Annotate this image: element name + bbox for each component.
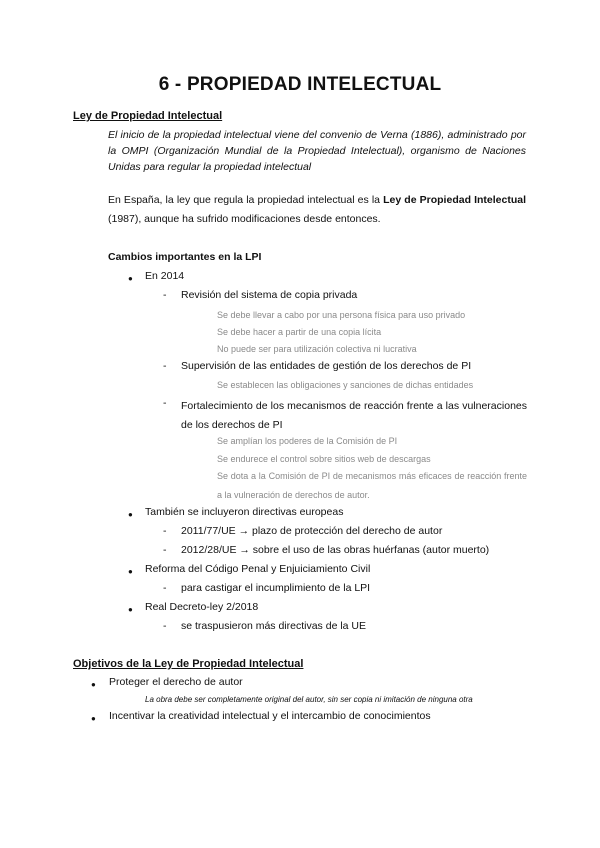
section-heading-objetivos: Objetivos de la Ley de Propiedad Intelectual [73, 658, 304, 670]
list-item-fortalecimiento: Fortalecimiento de los mecanismos de reacción frente a las vulneraciones de los derechos de PI [181, 400, 527, 431]
law-paragraph-suffix: (1987), aunque ha sufrido modificaciones desde entonces. [108, 213, 381, 225]
list-item-decreto: Real Decreto-ley 2/2018 [145, 601, 259, 613]
list-item-2014: En 2014 [145, 270, 185, 282]
note-copia-1: Se debe llevar a cabo por una persona física para uso privado [217, 310, 466, 320]
law-name: Ley de Propiedad Intelectual [383, 194, 527, 206]
list-item-objetivo-2: Incentivar la creatividad intelectual y el intercambio de conocimientos [109, 710, 431, 722]
bullet-icon: ● [128, 605, 133, 614]
list-item-objetivo-1: Proteger el derecho de autor [109, 676, 243, 688]
dash-icon: - [163, 360, 167, 372]
list-item-directiva-2012: 2012/28/UE → sobre el uso de las obras huérfanas (autor muerto) [181, 544, 490, 556]
note-copia-3: No puede ser para utilización colectiva ni lucrativa [217, 344, 417, 354]
dash-icon: - [163, 525, 167, 537]
section-heading-ley: Ley de Propiedad Intelectual [73, 110, 223, 122]
note-objetivo-1: La obra debe ser completamente original del autor, sin ser copia ni imitación de ninguna otra [145, 695, 473, 704]
bullet-icon: ● [128, 510, 133, 519]
dash-icon: - [163, 397, 167, 409]
dash-icon: - [163, 544, 167, 556]
law-paragraph-prefix: En España, la ley que regula la propiedad intelectual es la [108, 194, 384, 206]
bullet-icon: ● [91, 680, 96, 689]
bullet-icon: ● [128, 567, 133, 576]
note-copia-2: Se debe hacer a partir de una copia lícita [217, 327, 382, 337]
list-item-directivas: También se incluyeron directivas europeas [145, 506, 344, 518]
list-item-decreto-sub: se traspusieron más directivas de la UE [181, 620, 366, 632]
note-fortalecimiento-2: Se endurece el control sobre sitios web de descargas [217, 454, 431, 464]
law-paragraph [108, 191, 526, 229]
bullet-icon: ● [128, 274, 133, 283]
dash-icon: - [163, 620, 167, 632]
note-fortalecimiento-3: Se dota a la Comisión de PI de mecanismos más eficaces de reacción frente a la vulneración de derechos de autor. [217, 471, 527, 500]
list-item-reforma-sub: para castigar el incumplimiento de la LPI [181, 582, 371, 594]
intro-paragraph: El inicio de la propiedad intelectual viene del convenio de Verna (1886), administrado por la OMPI (Organización Mundial de la Propiedad Intelectual), organismo de Naciones Unidas para regular la propiedad intelectual [108, 129, 526, 173]
page-title: 6 - PROPIEDAD INTELECTUAL [158, 74, 442, 95]
list-item-directiva-2011: 2011/77/UE → plazo de protección del derecho de autor [181, 525, 443, 537]
cambios-heading: Cambios importantes en la LPI [108, 251, 262, 263]
bullet-icon: ● [91, 714, 96, 723]
list-item-copia-privada: Revisión del sistema de copia privada [181, 289, 358, 301]
note-supervision: Se establecen las obligaciones y sanciones de dichas entidades [217, 380, 474, 390]
dash-icon: - [163, 582, 167, 594]
list-item-supervision: Supervisión de las entidades de gestión de los derechos de PI [181, 360, 472, 372]
list-item-reforma: Reforma del Código Penal y Enjuiciamiento Civil [145, 563, 371, 575]
note-fortalecimiento-1: Se amplían los poderes de la Comisión de PI [217, 436, 398, 446]
dash-icon: - [163, 289, 167, 301]
